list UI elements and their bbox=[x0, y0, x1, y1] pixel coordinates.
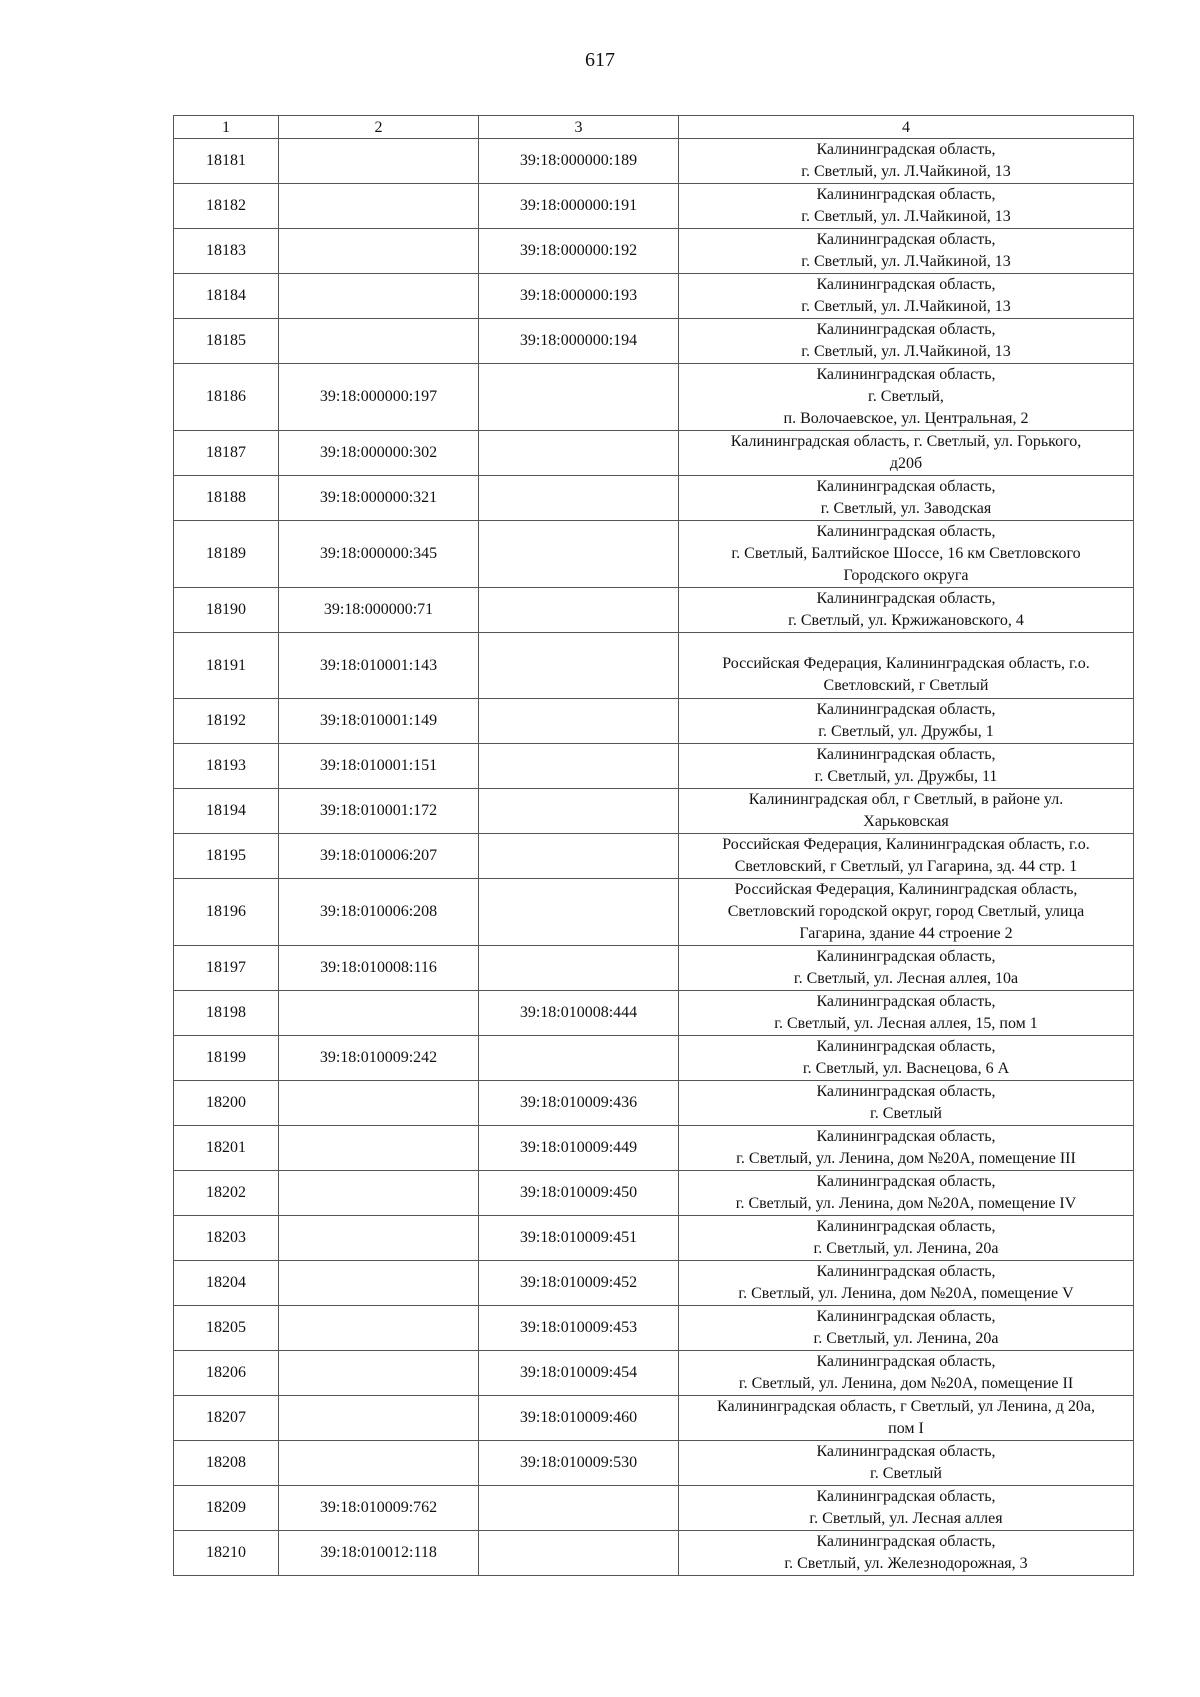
cadastral-number-cell bbox=[279, 991, 479, 1036]
row-number-cell: 18203 bbox=[174, 1216, 279, 1261]
address-line: Калининградская область, bbox=[816, 1353, 996, 1370]
table-row bbox=[174, 364, 1134, 431]
column-header: 1 bbox=[174, 116, 279, 139]
cadastral-number-cell: 39:18:010009:449 bbox=[479, 1126, 679, 1171]
row-number-cell: 18190 bbox=[174, 588, 279, 633]
cadastral-number-cell bbox=[479, 588, 679, 633]
cadastral-number-cell bbox=[479, 431, 679, 476]
address-cell bbox=[679, 184, 1134, 229]
cadastral-number-cell: 39:18:010009:242 bbox=[279, 1036, 479, 1081]
cadastral-number-cell bbox=[279, 1126, 479, 1171]
cadastral-number-cell: 39:18:010009:762 bbox=[279, 1486, 479, 1531]
address-line: Калининградская область, г Светлый, ул Ленина, д 20а, bbox=[717, 1398, 1095, 1415]
address-cell bbox=[679, 991, 1134, 1036]
address-cell bbox=[679, 1216, 1134, 1261]
row-number-cell: 18198 bbox=[174, 991, 279, 1036]
cadastral-number-cell: 39:18:010009:451 bbox=[479, 1216, 679, 1261]
table-row bbox=[174, 1171, 1134, 1216]
address-cell bbox=[679, 431, 1134, 476]
cadastral-number-cell: 39:18:000000:191 bbox=[479, 184, 679, 229]
row-number-cell: 18188 bbox=[174, 476, 279, 521]
address-cell bbox=[679, 1396, 1134, 1441]
table-row bbox=[174, 1396, 1134, 1441]
row-number-cell: 18185 bbox=[174, 319, 279, 364]
table-row bbox=[174, 1036, 1134, 1081]
row-number-cell: 18187 bbox=[174, 431, 279, 476]
address-cell bbox=[679, 139, 1134, 184]
address-line: г. Светлый, ул. Лесная аллея bbox=[809, 1510, 1003, 1527]
table-row bbox=[174, 879, 1134, 946]
address-line: Городского округа bbox=[843, 567, 969, 584]
address-line: Калининградская область, bbox=[816, 523, 996, 540]
column-header: 2 bbox=[279, 116, 479, 139]
address-line: Калининградская область, bbox=[816, 746, 996, 763]
address-line: п. Волочаевское, ул. Центральная, 2 bbox=[783, 410, 1029, 427]
table-row bbox=[174, 1531, 1134, 1576]
address-line: Калининградская область, г. Светлый, ул. Горького, bbox=[730, 433, 1082, 450]
page-number: 617 bbox=[585, 49, 615, 71]
table-row bbox=[174, 431, 1134, 476]
address-cell bbox=[679, 1441, 1134, 1486]
cadastral-number-cell: 39:18:010001:149 bbox=[279, 699, 479, 744]
cadastral-number-cell bbox=[279, 1171, 479, 1216]
table-row bbox=[174, 476, 1134, 521]
address-line: Калининградская область, bbox=[816, 1533, 996, 1550]
cadastral-number-cell: 39:18:010009:452 bbox=[479, 1261, 679, 1306]
cadastral-number-cell: 39:18:010009:453 bbox=[479, 1306, 679, 1351]
address-line: г. Светлый, ул. Ленина, дом №20А, помещение II bbox=[738, 1375, 1074, 1392]
table-row bbox=[174, 521, 1134, 588]
address-line: Калининградская область, bbox=[816, 701, 996, 718]
address-line: г. Светлый, ул. Л.Чайкиной, 13 bbox=[801, 298, 1011, 315]
address-cell bbox=[679, 588, 1134, 633]
address-line: г. Светлый bbox=[870, 1105, 942, 1122]
cadastral-number-cell bbox=[479, 946, 679, 991]
address-line: Светловский, г Светлый, ул Гагарина, зд. 44 стр. 1 bbox=[734, 858, 1078, 875]
cadastral-number-cell: 39:18:010008:116 bbox=[279, 946, 479, 991]
cadastral-number-cell bbox=[479, 789, 679, 834]
cadastral-number-cell: 39:18:010009:450 bbox=[479, 1171, 679, 1216]
address-line: Калининградская область, bbox=[816, 993, 996, 1010]
address-cell bbox=[679, 699, 1134, 744]
address-line: Калининградская область, bbox=[816, 231, 996, 248]
address-line: Калининградская область, bbox=[816, 478, 996, 495]
address-cell bbox=[679, 274, 1134, 319]
address-cell bbox=[679, 1351, 1134, 1396]
row-number-cell: 18204 bbox=[174, 1261, 279, 1306]
cadastral-number-cell bbox=[479, 1036, 679, 1081]
address-cell bbox=[679, 1306, 1134, 1351]
address-line: г. Светлый, ул. Л.Чайкиной, 13 bbox=[801, 343, 1011, 360]
cadastral-number-cell: 39:18:010009:530 bbox=[479, 1441, 679, 1486]
address-line: Калининградская область, bbox=[816, 321, 996, 338]
table-row bbox=[174, 789, 1134, 834]
address-line: г. Светлый, ул. Лесная аллея, 10а bbox=[793, 970, 1019, 987]
table-row bbox=[174, 991, 1134, 1036]
address-line: г. Светлый, ул. Ленина, дом №20А, помещение V bbox=[738, 1285, 1074, 1302]
row-number-cell: 18206 bbox=[174, 1351, 279, 1396]
address-line: г. Светлый, ул. Васнецова, 6 А bbox=[802, 1060, 1010, 1077]
address-cell bbox=[679, 521, 1134, 588]
table-row bbox=[174, 1081, 1134, 1126]
row-number-cell: 18208 bbox=[174, 1441, 279, 1486]
address-cell bbox=[679, 834, 1134, 879]
row-number-cell: 18197 bbox=[174, 946, 279, 991]
row-number-cell: 18181 bbox=[174, 139, 279, 184]
table-row bbox=[174, 1261, 1134, 1306]
cadastral-number-cell bbox=[479, 364, 679, 431]
table-row bbox=[174, 588, 1134, 633]
cadastral-number-cell bbox=[479, 521, 679, 588]
cadastral-number-cell: 39:18:010001:151 bbox=[279, 744, 479, 789]
row-number-cell: 18199 bbox=[174, 1036, 279, 1081]
row-number-cell: 18194 bbox=[174, 789, 279, 834]
address-line: Калининградская область, bbox=[816, 1308, 996, 1325]
table-row bbox=[174, 744, 1134, 789]
cadastral-number-cell bbox=[479, 744, 679, 789]
row-number-cell: 18184 bbox=[174, 274, 279, 319]
row-number-cell: 18210 bbox=[174, 1531, 279, 1576]
address-line: Светловский городской округ, город Светлый, улица bbox=[727, 903, 1085, 920]
address-line: г. Светлый, ул. Ленина, 20а bbox=[813, 1240, 999, 1257]
address-line: г. Светлый, Балтийское Шоссе, 16 км Светловского bbox=[731, 545, 1081, 562]
table-header-row bbox=[174, 116, 1134, 139]
address-line: Харьковская bbox=[863, 813, 949, 830]
cadastral-number-cell bbox=[479, 834, 679, 879]
address-cell bbox=[679, 1261, 1134, 1306]
address-line: г. Светлый, ул. Ленина, дом №20А, помещение IV bbox=[735, 1195, 1077, 1212]
cadastral-number-cell bbox=[279, 1306, 479, 1351]
row-number-cell: 18209 bbox=[174, 1486, 279, 1531]
address-line: Калининградская область, bbox=[816, 1173, 996, 1190]
address-cell bbox=[679, 319, 1134, 364]
address-line: г. Светлый, bbox=[868, 388, 944, 405]
cadastral-number-cell: 39:18:010006:207 bbox=[279, 834, 479, 879]
address-line: д20б bbox=[889, 455, 923, 472]
cadastral-number-cell bbox=[479, 476, 679, 521]
table-row bbox=[174, 699, 1134, 744]
address-line: г. Светлый, ул. Ленина, 20а bbox=[813, 1330, 999, 1347]
address-line: г. Светлый, ул. Дружбы, 11 bbox=[814, 768, 998, 785]
cadastral-number-cell bbox=[479, 879, 679, 946]
address-line: г. Светлый, ул. Л.Чайкиной, 13 bbox=[801, 208, 1011, 225]
address-line: Калининградская область, bbox=[816, 1443, 996, 1460]
table-row bbox=[174, 229, 1134, 274]
cadastral-number-cell bbox=[279, 1081, 479, 1126]
table-row bbox=[174, 1351, 1134, 1396]
row-number-cell: 18191 bbox=[174, 633, 279, 699]
row-number-cell: 18205 bbox=[174, 1306, 279, 1351]
row-number-cell: 18193 bbox=[174, 744, 279, 789]
table-row bbox=[174, 184, 1134, 229]
cadastral-number-cell bbox=[279, 1216, 479, 1261]
address-line: Калининградская область, bbox=[816, 1263, 996, 1280]
cadastral-number-cell: 39:18:000000:71 bbox=[279, 588, 479, 633]
address-cell bbox=[679, 1126, 1134, 1171]
address-cell bbox=[679, 364, 1134, 431]
table-row bbox=[174, 1486, 1134, 1531]
row-number-cell: 18207 bbox=[174, 1396, 279, 1441]
row-number-cell: 18192 bbox=[174, 699, 279, 744]
address-line: г. Светлый, ул. Лесная аллея, 15, пом 1 bbox=[774, 1015, 1038, 1032]
table-row bbox=[174, 1216, 1134, 1261]
row-number-cell: 18201 bbox=[174, 1126, 279, 1171]
row-number-cell: 18200 bbox=[174, 1081, 279, 1126]
address-line: Калининградская область, bbox=[816, 590, 996, 607]
cadastral-number-cell: 39:18:000000:192 bbox=[479, 229, 679, 274]
row-number-cell: 18195 bbox=[174, 834, 279, 879]
address-line: Российская Федерация, Калининградская область, г.о. bbox=[722, 655, 1090, 672]
row-number-cell: 18196 bbox=[174, 879, 279, 946]
cadastral-number-cell bbox=[279, 139, 479, 184]
row-number-cell: 18182 bbox=[174, 184, 279, 229]
address-line: Калининградская область, bbox=[816, 948, 996, 965]
address-line: Калининградская область, bbox=[816, 1038, 996, 1055]
cadastral-number-cell bbox=[479, 1531, 679, 1576]
table-row bbox=[174, 1441, 1134, 1486]
address-line: Калининградская обл, г Светлый, в районе ул. bbox=[748, 791, 1064, 808]
address-line: г. Светлый, ул. Л.Чайкиной, 13 bbox=[801, 163, 1011, 180]
cadastral-number-cell: 39:18:010012:118 bbox=[279, 1531, 479, 1576]
address-cell bbox=[679, 879, 1134, 946]
cadastral-number-cell: 39:18:010009:460 bbox=[479, 1396, 679, 1441]
address-cell bbox=[679, 1486, 1134, 1531]
address-cell bbox=[679, 633, 1134, 699]
address-line: Калининградская область, bbox=[816, 186, 996, 203]
address-line: Калининградская область, bbox=[816, 366, 996, 383]
table-row bbox=[174, 946, 1134, 991]
table-row bbox=[174, 1306, 1134, 1351]
table-row bbox=[174, 633, 1134, 699]
cadastral-number-cell: 39:18:000000:321 bbox=[279, 476, 479, 521]
address-line: Светловский, г Светлый bbox=[823, 677, 989, 694]
cadastral-number-cell: 39:18:010008:444 bbox=[479, 991, 679, 1036]
cadastral-number-cell bbox=[479, 699, 679, 744]
address-line: Калининградская область, bbox=[816, 141, 996, 158]
cadastral-number-cell bbox=[279, 274, 479, 319]
cadastral-number-cell: 39:18:000000:302 bbox=[279, 431, 479, 476]
address-line: г. Светлый, ул. Заводская bbox=[820, 500, 992, 517]
cadastral-number-cell bbox=[279, 319, 479, 364]
cadastral-number-cell bbox=[279, 1396, 479, 1441]
table-row bbox=[174, 274, 1134, 319]
address-line: г. Светлый bbox=[870, 1465, 942, 1482]
address-cell bbox=[679, 1531, 1134, 1576]
cadastral-number-cell: 39:18:010001:143 bbox=[279, 633, 479, 699]
address-cell bbox=[679, 789, 1134, 834]
address-line: Калининградская область, bbox=[816, 1128, 996, 1145]
cadastral-number-cell: 39:18:010009:454 bbox=[479, 1351, 679, 1396]
row-number-cell: 18183 bbox=[174, 229, 279, 274]
cadastral-number-cell bbox=[279, 229, 479, 274]
address-line: Калининградская область, bbox=[816, 1488, 996, 1505]
address-line: Калининградская область, bbox=[816, 1218, 996, 1235]
address-line: г. Светлый, ул. Железнодорожная, 3 bbox=[784, 1555, 1028, 1572]
cadastral-number-cell bbox=[279, 1351, 479, 1396]
column-header: 4 bbox=[679, 116, 1134, 139]
table-row bbox=[174, 139, 1134, 184]
cadastral-number-cell: 39:18:010009:436 bbox=[479, 1081, 679, 1126]
address-line: пом I bbox=[888, 1420, 924, 1437]
column-header: 3 bbox=[479, 116, 679, 139]
address-line: Российская Федерация, Калининградская область, bbox=[734, 881, 1078, 898]
address-cell bbox=[679, 229, 1134, 274]
address-cell bbox=[679, 1081, 1134, 1126]
cadastral-number-cell bbox=[479, 1486, 679, 1531]
address-cell bbox=[679, 946, 1134, 991]
registry-table bbox=[173, 115, 1134, 1576]
cadastral-number-cell: 39:18:000000:197 bbox=[279, 364, 479, 431]
row-number-cell: 18202 bbox=[174, 1171, 279, 1216]
row-number-cell: 18186 bbox=[174, 364, 279, 431]
cadastral-number-cell: 39:18:000000:345 bbox=[279, 521, 479, 588]
address-cell bbox=[679, 1036, 1134, 1081]
cadastral-number-cell: 39:18:010001:172 bbox=[279, 789, 479, 834]
cadastral-number-cell bbox=[279, 184, 479, 229]
address-line: г. Светлый, ул. Л.Чайкиной, 13 bbox=[801, 253, 1011, 270]
registry-table-body bbox=[174, 116, 1134, 1576]
table-row bbox=[174, 319, 1134, 364]
row-number-cell: 18189 bbox=[174, 521, 279, 588]
address-cell bbox=[679, 476, 1134, 521]
address-line: Калининградская область, bbox=[816, 1083, 996, 1100]
address-line: г. Светлый, ул. Ленина, дом №20А, помещение III bbox=[736, 1150, 1076, 1167]
address-cell bbox=[679, 744, 1134, 789]
cadastral-number-cell bbox=[479, 633, 679, 699]
table-row bbox=[174, 1126, 1134, 1171]
cadastral-number-cell bbox=[279, 1261, 479, 1306]
address-cell bbox=[679, 1171, 1134, 1216]
address-line: Российская Федерация, Калининградская область, г.о. bbox=[722, 836, 1090, 853]
table-row bbox=[174, 834, 1134, 879]
address-line: г. Светлый, ул. Кржижановского, 4 bbox=[788, 612, 1024, 629]
cadastral-number-cell: 39:18:000000:193 bbox=[479, 274, 679, 319]
cadastral-number-cell: 39:18:000000:194 bbox=[479, 319, 679, 364]
cadastral-number-cell: 39:18:010006:208 bbox=[279, 879, 479, 946]
address-line: г. Светлый, ул. Дружбы, 1 bbox=[818, 723, 994, 740]
cadastral-number-cell: 39:18:000000:189 bbox=[479, 139, 679, 184]
cadastral-number-cell bbox=[279, 1441, 479, 1486]
address-line: Калининградская область, bbox=[816, 276, 996, 293]
address-line: Гагарина, здание 44 строение 2 bbox=[799, 925, 1013, 942]
